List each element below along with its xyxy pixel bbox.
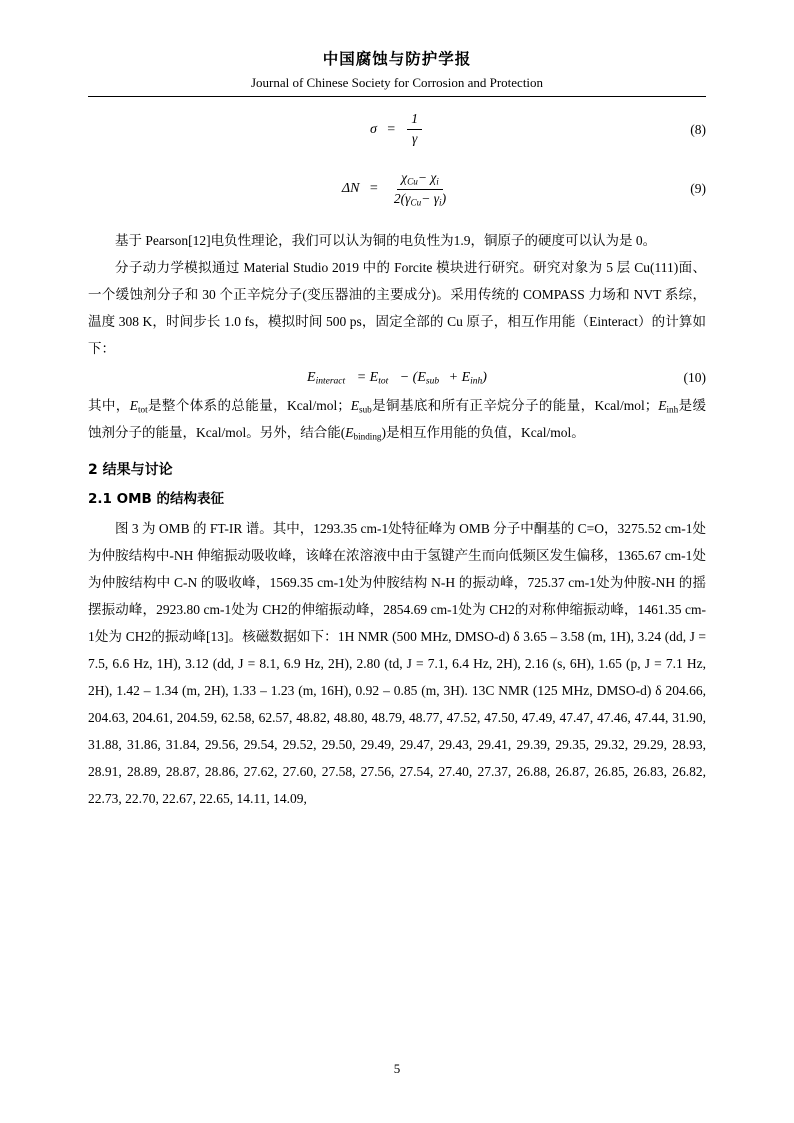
legend-e-tot: E: [129, 398, 138, 414]
eq10-mid2: − (E: [399, 369, 426, 385]
equation-9-number: (9): [690, 181, 706, 197]
equation-8-lhs: σ: [369, 121, 377, 137]
eq9-den-sub2: i: [439, 197, 442, 208]
legend-sub-tot: tot: [137, 404, 148, 415]
equation-8-body: [370, 111, 424, 148]
legend-sub-inh: inh: [666, 404, 679, 415]
paragraph-eq10-legend: [88, 392, 706, 446]
equation-10-body: [307, 370, 487, 386]
eq9-num-sub: Cu: [407, 176, 418, 187]
legend-seg-0: 其中，: [88, 398, 130, 414]
eq10-sub-inh: inh: [470, 376, 483, 387]
paragraph-pearson: 基于 Pearson[12]电负性理论，我们可以认为铜的电负性为1.9，铜原子的硬度可以认为是 0。: [115, 232, 657, 248]
section-heading-2: 2 结果与讨论: [88, 462, 173, 479]
legend-seg-12: )是相互作用能的负值，Kcal/mol。: [381, 425, 585, 441]
paragraph-ftir: [88, 515, 706, 812]
equation-8-fraction: [407, 111, 422, 148]
eq10-mid: = E: [356, 369, 379, 385]
legend-sub-binding: binding: [353, 431, 382, 442]
legend-seg-3: 是整个体系的总能量，Kcal/mol；: [147, 398, 351, 414]
journal-title-en: Journal of Chinese Society for Corrosion and Protection: [250, 75, 544, 91]
equation-9: [88, 170, 706, 209]
equation-9-denominator: [390, 190, 450, 209]
nmr-13c-text: 13C NMR (125 MHz, DMSO-d) δ 204.66, 204.63, 204.61, 204.59, 62.58, 62.57, 48.82, 48.80, 48.79, 48.77, 47.52, 47.50, 47.49, 47.47, 47.46, 47.44, 31.90, 31.88, 31.86, 31.84, 29.56, 29.54, 29.52, 29.50, 29.49, 29.47, 29.43, 29.41, 29.39, 29.35, 29.32, 29.29, 28.93, 28.91, 28.89, 28.87, 28.86, 27.62, 27.60, 27.58, 27.56, 27.54, 27.40, 27.37, 26.88, 26.87, 26.85, 26.83, 26.82, 22.73, 22.70, 22.67, 22.65, 14.11, 14.09,: [88, 683, 706, 807]
eq9-den-post: ): [441, 190, 447, 206]
eq9-num-chi: χ: [401, 170, 408, 186]
eq9-num-sub2: i: [436, 176, 439, 187]
eq10-sub-sub: sub: [425, 376, 440, 387]
legend-sub-sub: sub: [359, 404, 372, 415]
equation-9-lhs: ΔN: [341, 181, 360, 197]
legend-e-inh: E: [658, 398, 667, 414]
section-heading-2-1: 2.1 OMB 的结构表征: [88, 491, 225, 508]
equation-9-fraction: [390, 170, 450, 209]
equation-9-body: [342, 170, 452, 209]
eq10-mid3: + E: [448, 369, 471, 385]
legend-seg-9: 是缓蚀剂分子的能量，Kcal/mol。另外，结合能(: [88, 398, 707, 441]
equation-8-equals: =: [386, 121, 396, 137]
paragraph-md-simulation: 分子动力学模拟通过 Material Studio 2019 中的 Forcite 模块进行研究。研究对象为 5 层 Cu(111)面、一个缓蚀剂分子和 30 个正辛烷分子(变压器油的主要成分)。采用传统的 COMPASS 力场和 NVT 系综，温度 308 K，时间步长 1.0 fs，模拟时间 500 ps，固定全部的 Cu 原子，相互作用能（Einteract）的计算如下：: [88, 259, 706, 356]
page-number: 5: [393, 1061, 401, 1076]
journal-title-cn: 中国腐蚀与防护学报: [322, 50, 472, 68]
equation-8-numerator: 1: [407, 111, 422, 130]
eq9-den-minus: − γ: [421, 190, 440, 206]
equation-10-number: (10): [683, 369, 706, 385]
eq9-den-sub: Cu: [410, 197, 422, 208]
eq10-sub-interact: interact: [315, 376, 346, 387]
eq10-sub-tot: tot: [378, 376, 389, 387]
eq10-end: ): [482, 369, 487, 385]
equation-8: [88, 111, 706, 148]
equation-8-denominator: γ: [412, 131, 418, 147]
header-divider: [88, 96, 706, 97]
eq9-den-pre: 2(γ: [393, 190, 411, 206]
page-content: [88, 48, 706, 812]
eq10-e: E: [307, 369, 316, 385]
ftir-text: 图 3 为 OMB 的 FT-IR 谱。其中，1293.35 cm-1处特征峰为 OMB 分子中酮基的 C=O，3275.52 cm-1处为仲胺结构中-NH 伸缩振动吸收峰，该峰在浓溶液中由于氢键产生而向低频区发生偏移，1365.67 cm-1处为仲胺结构中 C-N 的吸收峰，1569.35 cm-1处为仲胺结构 N-H 的振动峰，725.37 cm-1处为仲胺-NH 的摇摆振动峰，2923.80 cm-1处为 CH2的伸缩振动峰，2854.69 cm-1处为 CH2的对称伸缩振动峰，1461.35 cm-1处为 CH2的振动峰[13]。核磁数据如下：: [88, 521, 706, 645]
legend-e-sub: E: [350, 398, 359, 414]
nmr-1h-text: 1H NMR (500 MHz, DMSO-d) δ 3.65 – 3.58 (m, 1H), 3.24 (dd, J = 7.5, 6.6 Hz, 1H), 3.12 (dd, J = 8.1, 6.9 Hz, 2H), 2.80 (td, J = 7.1, 6.4 Hz, 2H), 2.16 (s, 6H), 1.65 (p, J = 7.1 Hz, 2H), 1.42 – 1.34 (m, 2H), 1.33 – 1.23 (m, 16H), 0.92 – 0.85 (m, 3H).: [88, 629, 706, 699]
equation-8-number: (8): [690, 121, 706, 137]
legend-seg-6: 是铜基底和所有正辛烷分子的能量，Kcal/mol；: [371, 398, 659, 414]
equation-9-equals: =: [368, 181, 379, 197]
equation-10: [88, 370, 706, 386]
equation-9-numerator: [397, 170, 443, 190]
eq9-num-minus: − χ: [417, 170, 437, 186]
legend-e-binding: E: [345, 425, 354, 441]
